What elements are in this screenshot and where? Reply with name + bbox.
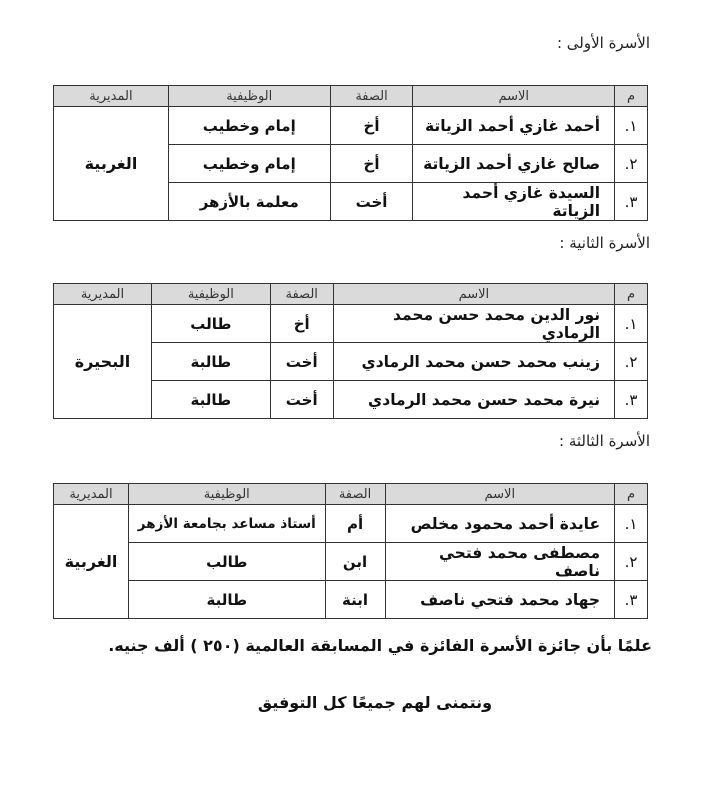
header-num: م — [615, 86, 648, 107]
row-job: إمام وخطيب — [168, 107, 330, 145]
header-relation: الصفة — [330, 86, 413, 107]
family-2-table — [53, 283, 648, 419]
row-num: ٣. — [615, 581, 648, 619]
row-num: ١. — [615, 505, 648, 543]
row-num: ٢. — [615, 145, 648, 183]
row-name: زينب محمد حسن محمد الرمادي — [333, 343, 614, 381]
row-name: جهاد محمد فتحي ناصف — [385, 581, 615, 619]
row-relation: ابنة — [325, 581, 385, 619]
row-num: ٢. — [615, 543, 648, 581]
header-directorate: المديرية — [54, 86, 169, 107]
row-name: عايدة أحمد محمود مخلص — [385, 505, 615, 543]
table-header-row — [54, 484, 648, 505]
header-job: الوظيفية — [129, 484, 326, 505]
row-job: طالبة — [129, 581, 326, 619]
header-num: م — [615, 284, 648, 305]
row-name: مصطفى محمد فتحي ناصف — [385, 543, 615, 581]
row-num: ٣. — [615, 183, 648, 221]
row-job: طالبة — [151, 343, 270, 381]
header-num: م — [615, 484, 648, 505]
table-row — [54, 505, 648, 543]
row-job: أستاذ مساعد بجامعة الأزهر — [129, 505, 326, 543]
row-num: ٢. — [615, 343, 648, 381]
header-name: الاسم — [333, 284, 614, 305]
table-header-row — [54, 284, 648, 305]
header-directorate: المديرية — [54, 284, 152, 305]
header-name: الاسم — [385, 484, 615, 505]
header-relation: الصفة — [270, 284, 333, 305]
row-relation: أخت — [270, 343, 333, 381]
row-name: نور الدين محمد حسن محمد الرمادي — [333, 305, 614, 343]
header-directorate: المديرية — [54, 484, 129, 505]
row-job: طالبة — [151, 381, 270, 419]
row-relation: أخ — [270, 305, 333, 343]
row-job: طالب — [151, 305, 270, 343]
row-relation: أخت — [330, 183, 413, 221]
table-row — [54, 107, 648, 145]
row-num: ٣. — [615, 381, 648, 419]
row-name: أحمد غازي أحمد الزياتة — [413, 107, 615, 145]
table-header-row — [54, 86, 648, 107]
prize-note: علمًا بأن جائزة الأسرة الفائزة في المسابقة العالمية (٢٥٠ ) ألف جنيه. — [108, 636, 652, 655]
row-name: السيدة غازي أحمد الزياتة — [413, 183, 615, 221]
row-job: طالب — [129, 543, 326, 581]
row-relation: أخ — [330, 145, 413, 183]
row-relation: أخت — [270, 381, 333, 419]
family-2-heading: الأسرة الثانية : — [559, 234, 650, 252]
row-job: إمام وخطيب — [168, 145, 330, 183]
row-num: ١. — [615, 305, 648, 343]
header-job: الوظيفية — [168, 86, 330, 107]
family-3-table — [53, 483, 648, 619]
row-relation: ابن — [325, 543, 385, 581]
row-name: نيرة محمد حسن محمد الرمادي — [333, 381, 614, 419]
family-3-heading: الأسرة الثالثة : — [559, 432, 650, 450]
table-row — [54, 305, 648, 343]
header-relation: الصفة — [325, 484, 385, 505]
row-num: ١. — [615, 107, 648, 145]
family-1-heading: الأسرة الأولى : — [556, 34, 650, 52]
directorate-cell: الغربية — [54, 505, 129, 619]
family-1-table — [53, 85, 648, 221]
header-name: الاسم — [413, 86, 615, 107]
row-name: صالح غازي أحمد الزياتة — [413, 145, 615, 183]
table-row — [54, 581, 648, 619]
table-row — [54, 543, 648, 581]
directorate-cell: الغربية — [54, 107, 169, 221]
row-relation: أخ — [330, 107, 413, 145]
directorate-cell: البحيرة — [54, 305, 152, 419]
header-job: الوظيفية — [151, 284, 270, 305]
row-job: معلمة بالأزهر — [168, 183, 330, 221]
closing-wish: ونتمنى لهم جميعًا كل التوفيق — [257, 693, 493, 712]
row-relation: أم — [325, 505, 385, 543]
